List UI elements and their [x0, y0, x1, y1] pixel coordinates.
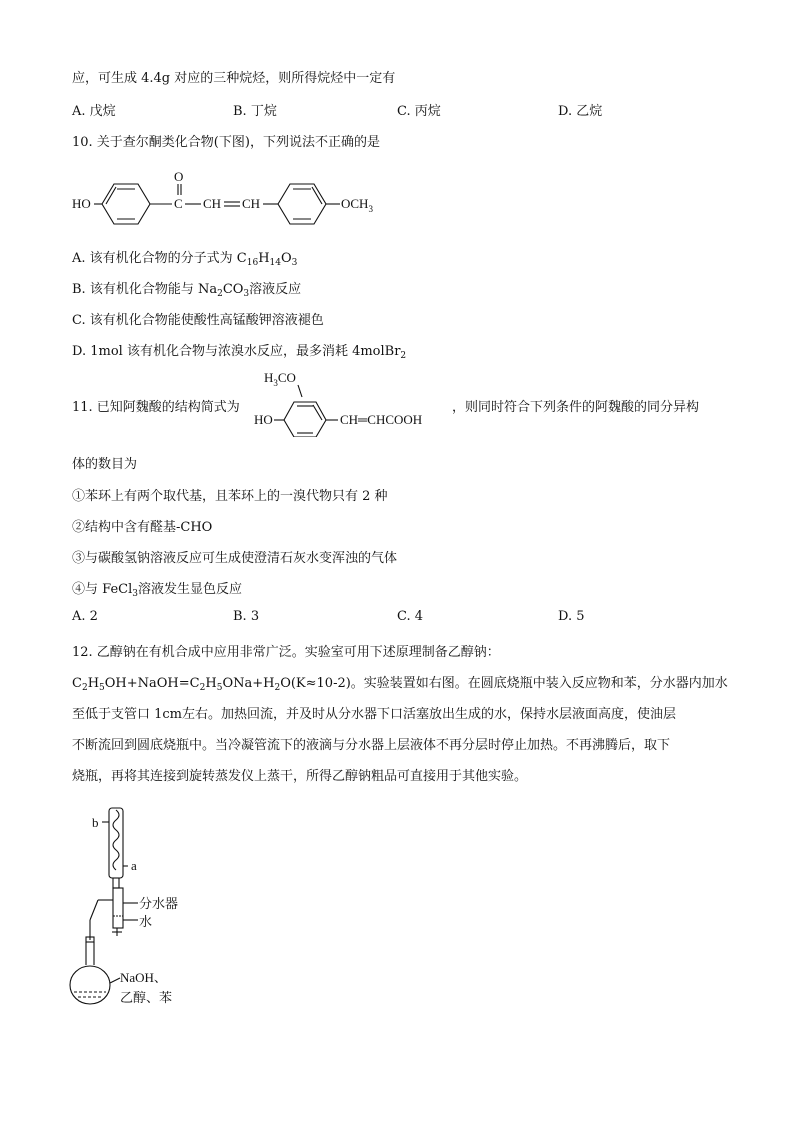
q10-option-c: C. 该有机化合物能使酸性高锰酸钾溶液褪色: [72, 313, 324, 328]
label-flask-line1: NaOH、: [120, 970, 167, 985]
q10-option-a: A. 该有机化合物的分子式为 $C_{16}H_{14}O_3$: [72, 251, 298, 268]
q11-option-d: D. 5: [558, 609, 585, 624]
q10-option-b: B. 该有机化合物能与 $Na_2CO_3$溶液反应: [72, 282, 302, 299]
q11-condition-4: ④与 FeCl$_3$溶液发生显色反应: [72, 582, 242, 599]
benzene-ring-left: [102, 184, 150, 224]
chain-ch2-label: CH: [242, 196, 261, 211]
condenser: [102, 808, 128, 888]
methoxy-top-label: $H_3CO$: [264, 370, 296, 388]
carbonyl-carbon-label: C: [174, 196, 183, 211]
label-separator: 分水器: [139, 896, 179, 911]
q11-option-a: A. 2: [72, 609, 98, 624]
round-bottom-flask: [70, 942, 110, 1004]
acrylic-chain-label: CH═CHCOOH: [340, 412, 423, 427]
chain-ch1-label: CH: [203, 196, 222, 211]
q12-text-line3: 至低于支管口 1cm左右。加热回流，并及时从分水器下口活塞放出生成的水，保持水层液面高度，使油层: [72, 707, 677, 722]
q12-equation-line: $C_2H_5OH+NaOH=C_2H_5ONa+H_2O(K\approx 10-2)$。实验装置如右图。在圆底烧瓶中装入反应物和苯，分水器内加水: [72, 676, 728, 693]
ferulic-acid-structure: [252, 365, 452, 437]
q10-stem: 10. 关于查尔酮类化合物(下图)，下列说法不正确的是: [72, 135, 380, 150]
q11-stem-line2: 体的数目为: [72, 457, 138, 472]
q10-option-d: D. 1mol 该有机化合物与浓溴水反应，最多消耗 4molBr$_2$: [72, 344, 407, 361]
q11-condition-2: ②结构中含有醛基-CHO: [72, 520, 213, 535]
label-flask-line2: 乙醇、苯: [120, 990, 173, 1005]
q11-option-c: C. 4: [397, 609, 424, 624]
q11-stem-cont: ，则同时符合下列条件的阿魏酸的同分异构: [452, 400, 700, 415]
q9-option-d: D. 乙烷: [558, 104, 603, 119]
label-water: 水: [139, 914, 153, 929]
carbonyl-oxygen-label: O: [174, 169, 184, 184]
q11-option-b: B. 3: [233, 609, 260, 624]
q12-stem: 12. 乙醇钠在有机合成中应用非常广泛。实验室可用下述原理制备乙醇钠：: [72, 645, 500, 660]
benzene-ring-right: [278, 184, 326, 224]
methoxy-label: $OCH_3$: [341, 196, 373, 214]
q11-condition-3: ③与碳酸氢钠溶液反应可生成使澄清石灰水变浑浊的气体: [72, 551, 398, 566]
water-separator: [86, 888, 123, 942]
q12-text-line5: 烧瓶，再将其连接到旋转蒸发仪上蒸干，所得乙醇钠粗品可直接用于其他实验。: [72, 769, 528, 784]
q9-option-b: B. 丁烷: [233, 104, 277, 119]
q9-stem-tail: 应，可生成 4.4g 对应的三种烷烃，则所得烷烃中一定有: [72, 71, 396, 86]
label-b: b: [92, 815, 99, 830]
q11-stem: 11. 已知阿魏酸的结构简式为: [72, 400, 240, 415]
q9-option-a: A. 戊烷: [72, 104, 116, 119]
chalcone-structure: [68, 160, 408, 230]
q12-text-line4: 不断流回到圆底烧瓶中。当冷凝管流下的液滴与分水器上层液体不再分层时停止加热。不再沸腾后，取下: [72, 738, 671, 753]
hydroxyl-label: HO: [254, 412, 273, 427]
chalcone-ho-label: HO: [72, 196, 91, 211]
label-a: a: [131, 858, 137, 873]
q11-condition-1: ①苯环上有两个取代基，且苯环上的一溴代物只有 2 种: [72, 489, 388, 504]
benzene-ring: [284, 402, 326, 437]
apparatus-diagram: [68, 800, 208, 1010]
q9-option-c: C. 丙烷: [397, 104, 441, 119]
